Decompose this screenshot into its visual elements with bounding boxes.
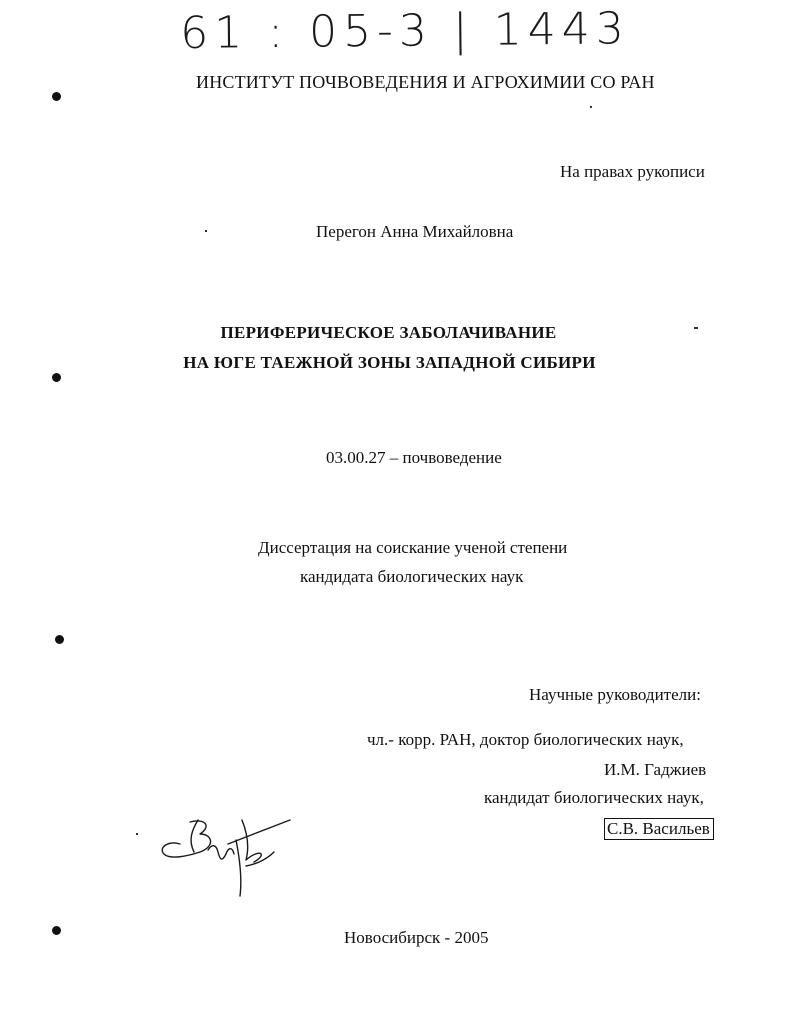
city-year: Новосибирск - 2005 bbox=[344, 928, 489, 947]
punch-hole-mark bbox=[52, 92, 61, 101]
dissertation-line-2: кандидата биологических наук bbox=[300, 567, 524, 586]
advisor-1-title: чл.- корр. РАН, доктор биологических наук, bbox=[367, 730, 684, 749]
punch-hole-mark bbox=[55, 635, 64, 644]
advisor-2-name: С.В. Васильев bbox=[604, 818, 714, 840]
handwritten-catalog-code: 61 : 05-3 | 1443 bbox=[180, 3, 630, 59]
dissertation-line-1: Диссертация на соискание ученой степени bbox=[258, 538, 568, 557]
punch-hole-mark bbox=[52, 926, 61, 935]
author-name: Перегон Анна Михайловна bbox=[316, 222, 514, 241]
scan-speck bbox=[590, 106, 592, 108]
scan-speck bbox=[205, 230, 207, 232]
institute-name: ИНСТИТУТ ПОЧВОВЕДЕНИЯ И АГРОХИМИИ СО РАН bbox=[196, 72, 655, 92]
advisor-2-title: кандидат биологических наук, bbox=[484, 788, 704, 807]
title-line-1: ПЕРИФЕРИЧЕСКОЕ ЗАБОЛАЧИВАНИЕ bbox=[220, 323, 557, 342]
advisor-1-name: И.М. Гаджиев bbox=[604, 760, 707, 779]
advisors-label: Научные руководители: bbox=[529, 685, 701, 704]
punch-hole-mark bbox=[52, 373, 61, 382]
manuscript-rights-note: На правах рукописи bbox=[560, 162, 705, 181]
handwritten-signature bbox=[150, 800, 300, 900]
scan-speck bbox=[694, 327, 698, 329]
title-line-2: НА ЮГЕ ТАЕЖНОЙ ЗОНЫ ЗАПАДНОЙ СИБИРИ bbox=[183, 353, 596, 372]
specialty-code: 03.00.27 – почвоведение bbox=[326, 448, 502, 467]
scan-speck bbox=[136, 833, 138, 835]
